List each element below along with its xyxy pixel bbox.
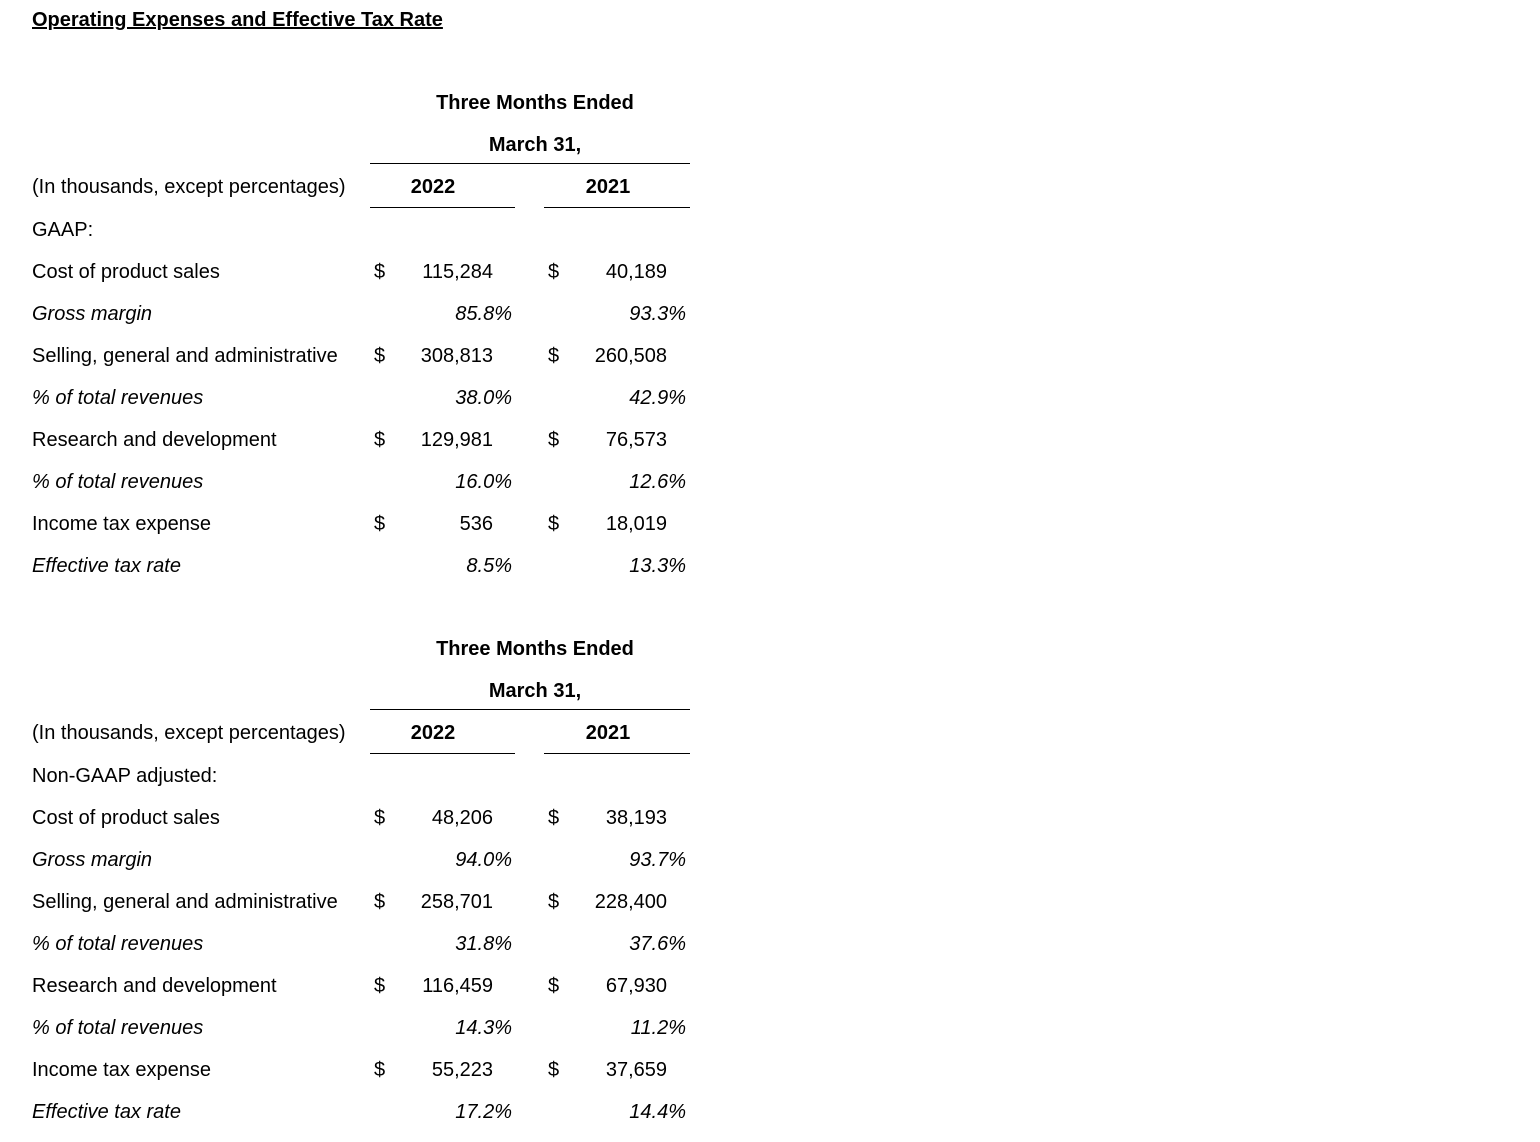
value-2021: 67,930 [605,975,667,997]
percent-2022: 14.3% [455,1017,512,1039]
value-2022: 308,813 [420,345,493,367]
unit-label: (In thousands, except percentages) [32,722,346,744]
row-label: Cost of product sales [32,807,220,829]
currency-symbol: $ [548,975,560,997]
column-year-2: 2021 [585,176,631,198]
percent-2022: 16.0% [455,471,512,493]
header-rule [370,709,690,710]
currency-symbol: $ [548,891,560,913]
value-2021: 38,193 [605,807,667,829]
value-2021: 37,659 [605,1059,667,1081]
value-2022: 129,981 [420,429,493,451]
value-2022: 48,206 [431,807,493,829]
percent-2022: 8.5% [466,555,512,577]
column-year-2: 2021 [585,722,631,744]
percent-2021: 93.7% [629,849,686,871]
year-2-rule [544,207,690,208]
row-label: Research and development [32,975,277,997]
value-2022: 55,223 [431,1059,493,1081]
percent-2021: 42.9% [629,387,686,409]
currency-symbol: $ [374,891,386,913]
currency-symbol: $ [548,429,560,451]
value-2021: 76,573 [605,429,667,451]
column-year-1: 2022 [410,722,456,744]
year-1-rule [370,753,515,754]
year-2-rule [544,753,690,754]
currency-symbol: $ [374,261,386,283]
percent-2021: 37.6% [629,933,686,955]
percent-2021: 13.3% [629,555,686,577]
column-year-1: 2022 [410,176,456,198]
currency-symbol: $ [548,345,560,367]
year-1-rule [370,207,515,208]
header-rule [370,163,690,164]
value-2021: 228,400 [594,891,667,913]
percent-2021: 11.2% [630,1017,686,1039]
section-label: GAAP: [32,219,94,241]
row-label: Income tax expense [32,1059,211,1081]
percent-2022: 31.8% [455,933,512,955]
period-header: Three Months Ended [436,92,634,114]
unit-label: (In thousands, except percentages) [32,176,346,198]
currency-symbol: $ [374,429,386,451]
currency-symbol: $ [548,513,560,535]
currency-symbol: $ [374,345,386,367]
percent-2021: 14.4% [629,1101,686,1123]
percent-2021: 12.6% [629,471,686,493]
row-label: Cost of product sales [32,261,220,283]
value-2022: 116,459 [422,975,493,997]
row-label: % of total revenues [32,933,204,955]
percent-2022: 94.0% [455,849,512,871]
row-label: Effective tax rate [32,555,181,577]
row-label: % of total revenues [32,471,204,493]
value-2022: 536 [459,513,493,535]
period-subheader: March 31, [488,134,582,156]
row-label: Income tax expense [32,513,211,535]
row-label: % of total revenues [32,387,204,409]
row-label: Selling, general and administrative [32,345,338,367]
section-label: Non-GAAP adjusted: [32,765,218,787]
period-header: Three Months Ended [436,638,634,660]
percent-2022: 17.2% [455,1101,512,1123]
currency-symbol: $ [374,807,386,829]
row-label: Gross margin [32,303,153,325]
value-2022: 258,701 [420,891,493,913]
value-2022: 115,284 [422,261,493,283]
row-label: Effective tax rate [32,1101,181,1123]
percent-2022: 85.8% [455,303,512,325]
value-2021: 40,189 [605,261,667,283]
currency-symbol: $ [374,513,386,535]
row-label: Research and development [32,429,277,451]
currency-symbol: $ [374,1059,386,1081]
row-label: Selling, general and administrative [32,891,338,913]
period-subheader: March 31, [488,680,582,702]
percent-2021: 93.3% [629,303,686,325]
currency-symbol: $ [548,1059,560,1081]
currency-symbol: $ [548,807,560,829]
page-title: Operating Expenses and Effective Tax Rate [32,9,443,31]
percent-2022: 38.0% [455,387,512,409]
row-label: % of total revenues [32,1017,204,1039]
row-label: Gross margin [32,849,153,871]
currency-symbol: $ [548,261,560,283]
value-2021: 260,508 [594,345,667,367]
currency-symbol: $ [374,975,386,997]
value-2021: 18,019 [605,513,667,535]
